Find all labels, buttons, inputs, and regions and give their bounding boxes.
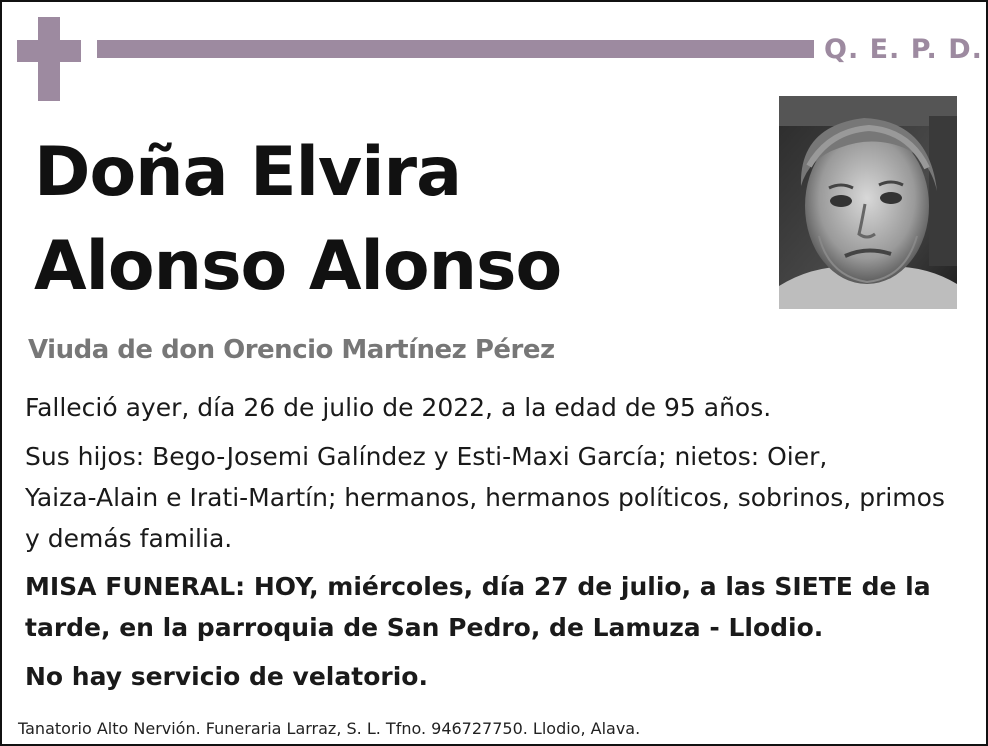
wake-notice: No hay servicio de velatorio.	[25, 662, 428, 691]
cross-icon-arm	[17, 40, 81, 62]
death-notice: Falleció ayer, día 26 de julio de 2022, a la edad de 95 años.	[25, 393, 772, 422]
portrait-image	[779, 96, 957, 309]
qepd-label: Q. E. P. D.	[824, 34, 983, 65]
family-line-1: Sus hijos: Bego-Josemi Galíndez y Esti-Maxi García; nietos: Oier,	[25, 442, 828, 471]
deceased-portrait-photo	[779, 96, 957, 309]
deceased-name-line1: Doña Elvira	[34, 133, 461, 212]
family-line-3: y demás familia.	[25, 524, 233, 553]
family-line-2: Yaiza-Alain e Irati-Martín; hermanos, hermanos políticos, sobrinos, primos	[25, 483, 945, 512]
deceased-name-line2: Alonso Alonso	[34, 227, 562, 306]
funeral-line-2: tarde, en la parroquia de San Pedro, de Lamuza - Llodio.	[25, 613, 824, 642]
header-divider-bar	[97, 40, 814, 58]
funeral-line-1: MISA FUNERAL: HOY, miércoles, día 27 de julio, a las SIETE de la	[25, 572, 931, 601]
funeral-home-footer: Tanatorio Alto Nervión. Funeraria Larraz, S. L. Tfno. 946727750. Llodio, Alava.	[18, 719, 641, 738]
deceased-subtitle: Viuda de don Orencio Martínez Pérez	[28, 335, 555, 365]
